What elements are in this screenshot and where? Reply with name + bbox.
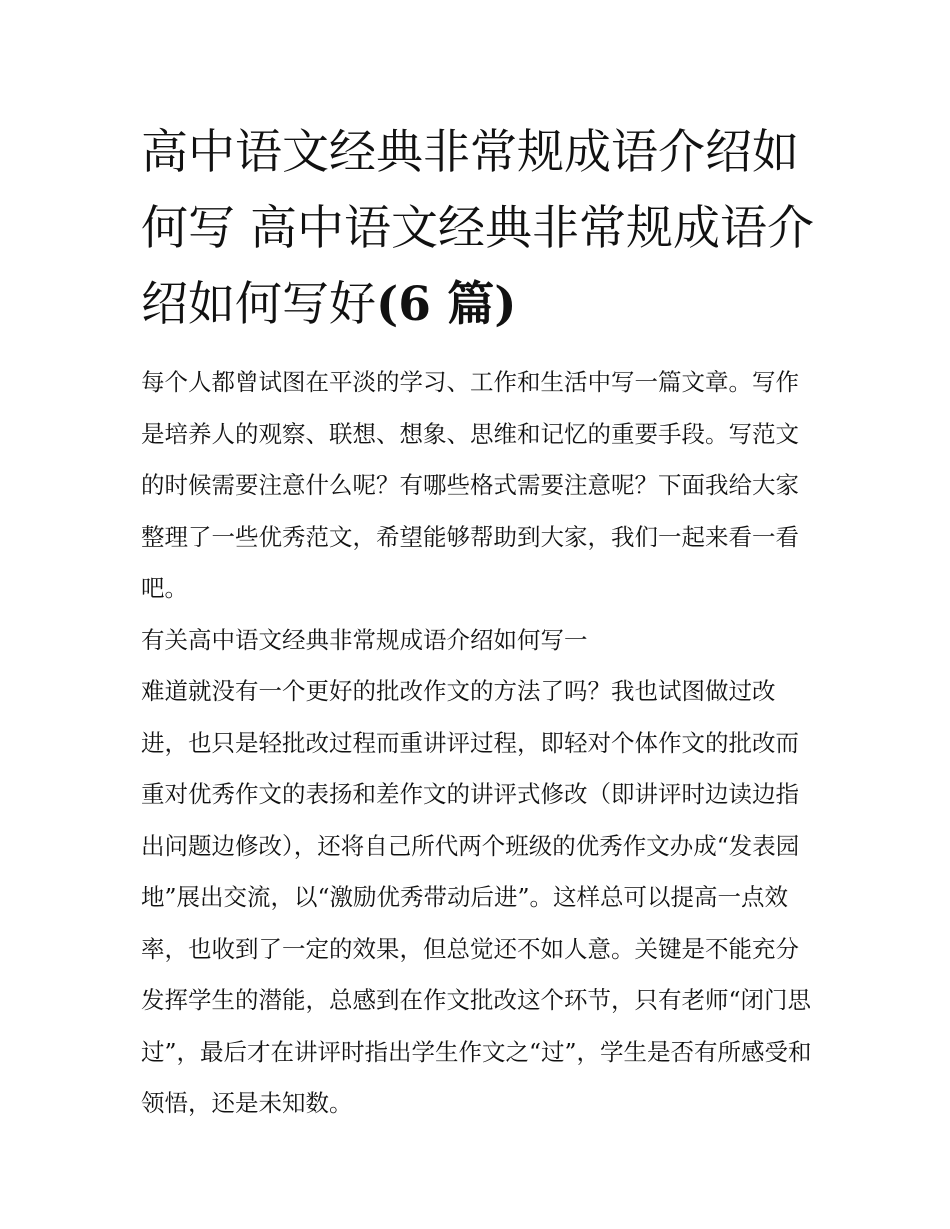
document-title-main: 高中语文经典非常规成语介绍如何写 高中语文经典非常规成语介绍如何写好: [141, 125, 814, 332]
intro-paragraph: 每个人都曾试图在平淡的学习、工作和生活中写一篇文章。写作是培养人的观察、联想、想象、思维和记忆的重要手段。写范文的时候需要注意什么呢？有哪些格式需要注意呢？下面我给大家整理了一些优秀范文，希望能够帮助到大家，我们一起来看一看吧。: [141, 368, 799, 602]
document-title-count: (6 篇): [376, 277, 517, 332]
section-paragraph: 难道就没有一个更好的批改作文的方法了吗？我也试图做过改进，也只是轻批改过程而重讲评过程，即轻对个体作文的批改而重对优秀作文的表扬和差作文的讲评式修改（即讲评时边读边指出问题边修改），还将自己所代两个班级的优秀作文办成“发表园地”展出交流，以“激励优秀带动后进”。这样总可以提高一点效率，也收到了一定的效果，但总觉还不如人意。关键是不能充分发挥学生的潜能，总感到在作文批改这个环节，只有老师“闭门思过”，最后才在讲评时指出学生作文之“过”，学生是否有所感受和领悟，还是未知数。: [141, 677, 812, 1117]
section-heading: 有关高中语文经典非常规成语介绍如何写一: [141, 625, 588, 654]
document-title: [141, 115, 821, 343]
document-body: [141, 357, 813, 1130]
